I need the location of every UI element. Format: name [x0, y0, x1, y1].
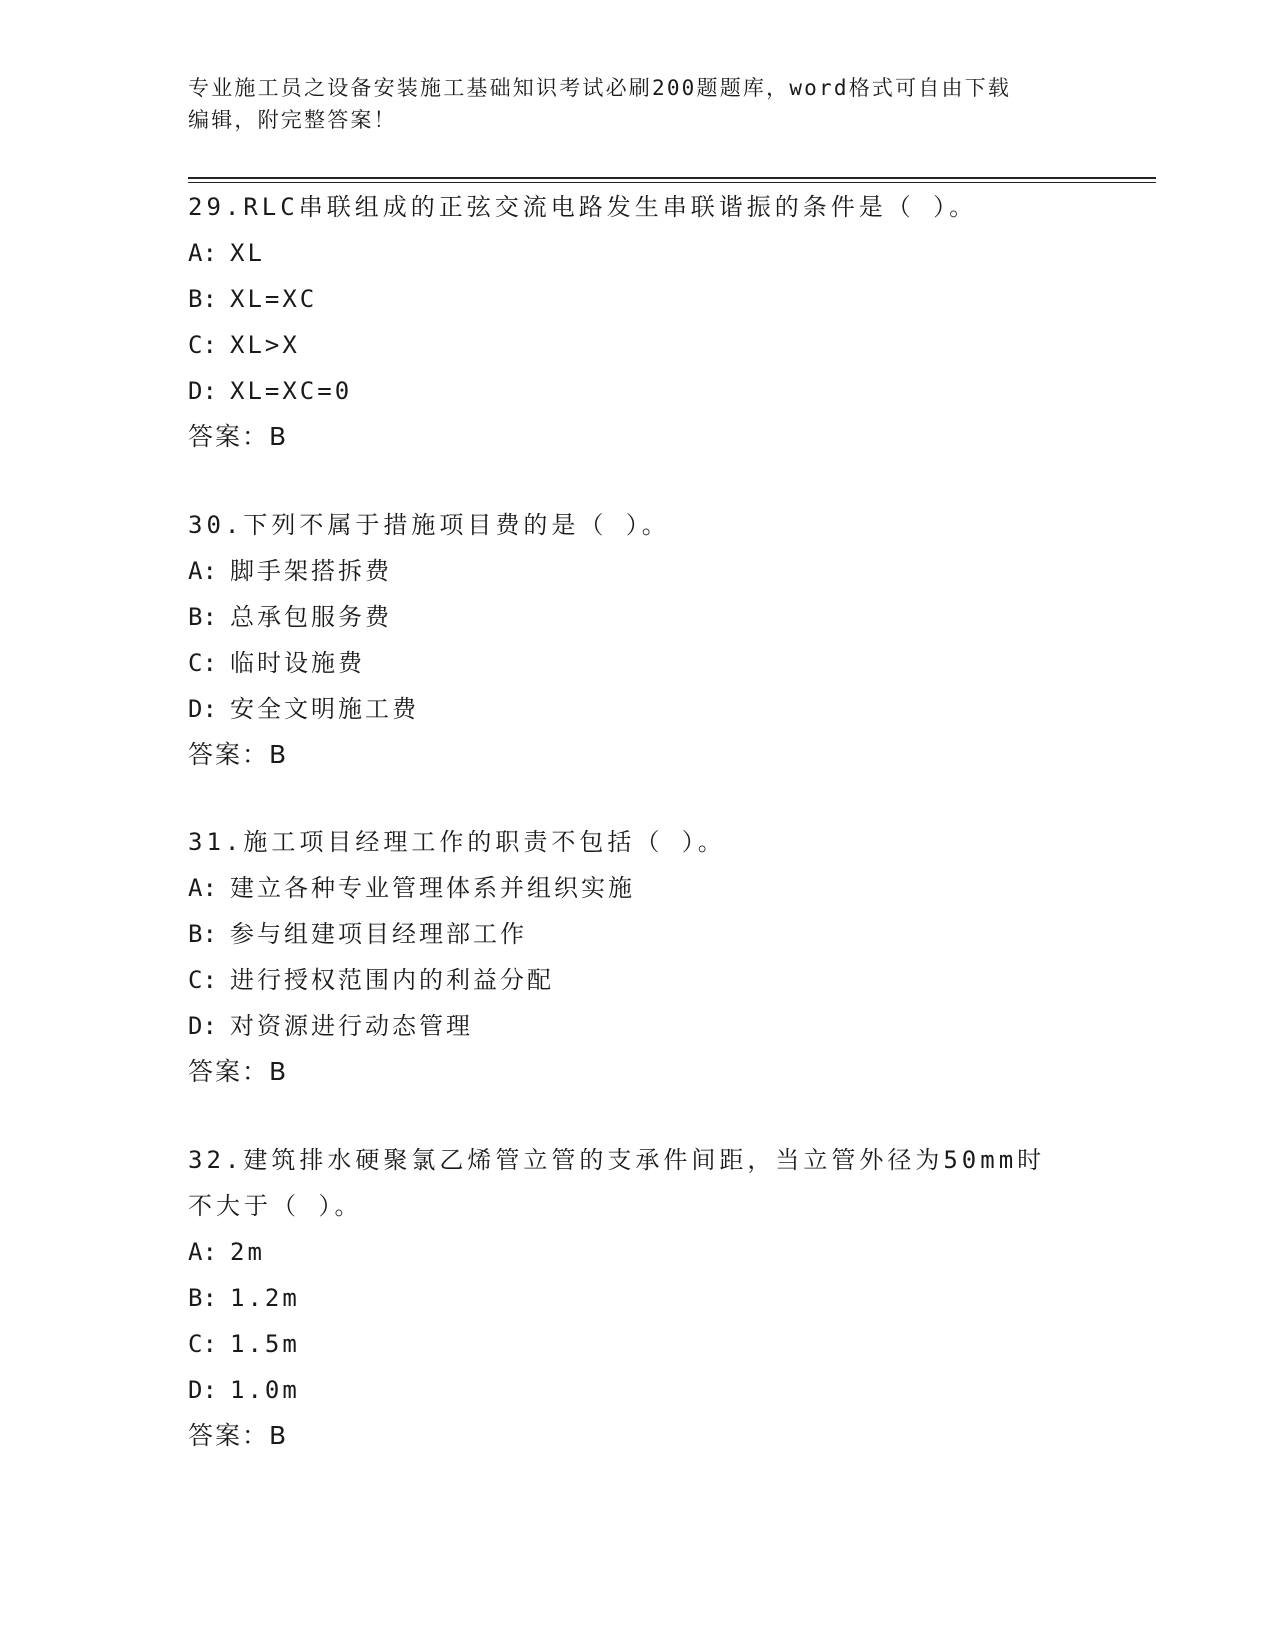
question-29 [188, 184, 1088, 460]
document-header [188, 72, 1088, 136]
answer-label: 答案： [188, 1421, 270, 1450]
option-letter: A: [188, 239, 217, 267]
option-a [188, 865, 1088, 911]
question-stem: 31.施工项目经理工作的职责不包括（ ）。 [188, 828, 726, 856]
header-title-line-1: 专业施工员之设备安装施工基础知识考试必刷200题题库，word格式可自由下载 [188, 76, 1012, 100]
option-text: 2m [230, 1238, 265, 1266]
answer-value: B [269, 1057, 288, 1086]
option-text: 对资源进行动态管理 [230, 1012, 473, 1040]
option-text: 1.0m [230, 1376, 300, 1404]
option-a [188, 230, 1088, 276]
answer-value: B [269, 1421, 288, 1450]
option-text: 总承包服务费 [230, 603, 392, 631]
answer-line [188, 1049, 1088, 1095]
answer-value: B [269, 740, 288, 769]
option-b [188, 911, 1088, 957]
option-text: 建立各种专业管理体系并组织实施 [230, 874, 635, 902]
question-stem-line-1: 32.建筑排水硬聚氯乙烯管立管的支承件间距，当立管外径为50mm时 [188, 1146, 1046, 1174]
option-letter: A: [188, 1238, 217, 1266]
question-32 [188, 1137, 1088, 1459]
option-letter: B: [188, 1284, 217, 1312]
option-letter: C: [188, 1330, 217, 1358]
option-letter: C: [188, 331, 217, 359]
question-stem: 30.下列不属于措施项目费的是（ ）。 [188, 511, 670, 539]
option-text: 脚手架搭拆费 [230, 557, 392, 585]
option-text: 临时设施费 [230, 649, 365, 677]
answer-label: 答案： [188, 1057, 270, 1086]
option-letter: B: [188, 603, 217, 631]
option-b [188, 1275, 1088, 1321]
option-b [188, 276, 1088, 322]
answer-label: 答案： [188, 422, 270, 451]
option-c [188, 1321, 1088, 1367]
answer-value: B [269, 422, 288, 451]
answer-line [188, 414, 1088, 460]
option-a [188, 1229, 1088, 1275]
option-letter: C: [188, 649, 217, 677]
option-d [188, 1367, 1088, 1413]
option-letter: D: [188, 1012, 217, 1040]
option-text: 参与组建项目经理部工作 [230, 920, 527, 948]
question-30 [188, 502, 1088, 778]
option-a [188, 548, 1088, 594]
option-letter: D: [188, 695, 217, 723]
option-c [188, 322, 1088, 368]
header-divider-thin [188, 182, 1156, 183]
option-letter: B: [188, 285, 217, 313]
option-text: XL=XC=0 [230, 377, 353, 405]
option-text: 1.2m [230, 1284, 300, 1312]
question-stem-line-2: 不大于（ ）。 [188, 1192, 363, 1220]
option-letter: A: [188, 557, 217, 585]
option-letter: C: [188, 966, 217, 994]
option-d [188, 1003, 1088, 1049]
option-text: XL>X [230, 331, 300, 359]
option-d [188, 368, 1088, 414]
question-31 [188, 819, 1088, 1095]
option-letter: A: [188, 874, 217, 902]
option-text: 1.5m [230, 1330, 300, 1358]
answer-label: 答案： [188, 740, 270, 769]
option-letter: B: [188, 920, 217, 948]
option-b [188, 594, 1088, 640]
question-stem: 29.RLC串联组成的正弦交流电路发生串联谐振的条件是（ ）。 [188, 193, 978, 221]
answer-line [188, 732, 1088, 778]
option-c [188, 640, 1088, 686]
answer-line [188, 1413, 1088, 1459]
option-letter: D: [188, 377, 217, 405]
header-title-line-2: 编辑，附完整答案！ [188, 108, 397, 132]
header-divider-thick [188, 177, 1156, 179]
option-d [188, 686, 1088, 732]
option-text: XL [230, 239, 265, 267]
option-c [188, 957, 1088, 1003]
option-text: XL=XC [230, 285, 318, 313]
option-letter: D: [188, 1376, 217, 1404]
option-text: 安全文明施工费 [230, 695, 419, 723]
option-text: 进行授权范围内的利益分配 [230, 966, 554, 994]
